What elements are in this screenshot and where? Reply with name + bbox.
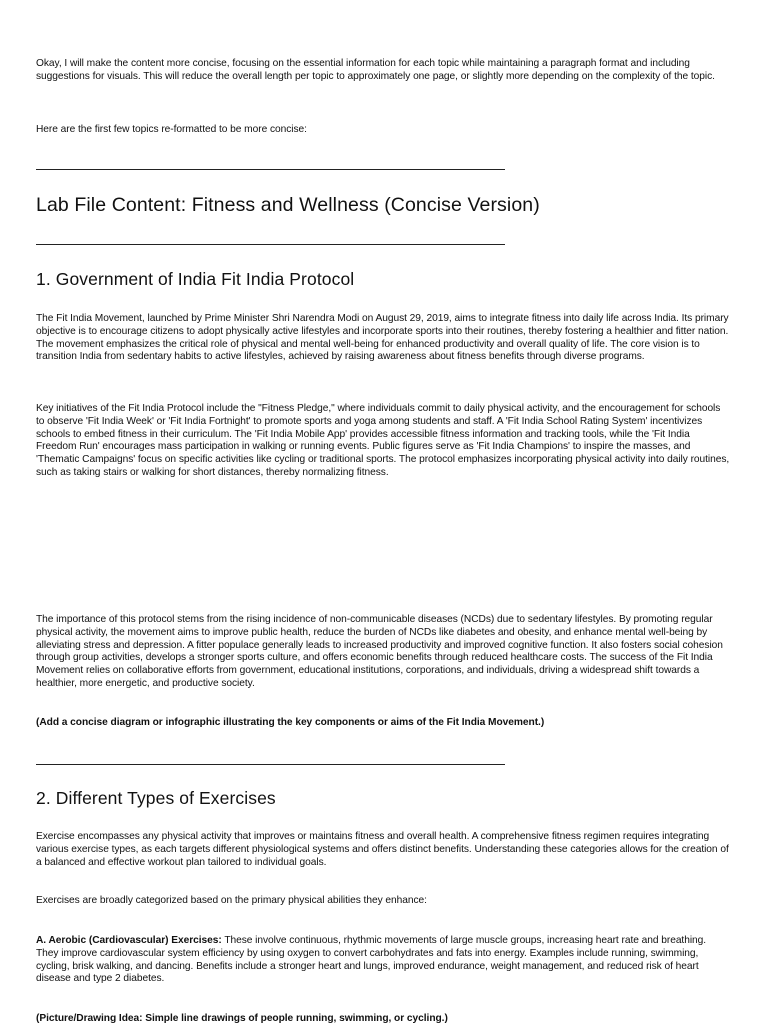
section-2-paragraph: Exercises are broadly categorized based on the primary physical abilities they enhance: bbox=[36, 895, 427, 906]
aerobic-paragraph bbox=[36, 935, 730, 986]
divider bbox=[36, 764, 505, 765]
section-2-paragraph: Exercise encompasses any physical activity that improves or maintains fitness and overall health. A comprehensive fitness regimen requires integrating various exercise types, as each targets different physiological systems and offers distinct benefits. Understanding these categories allows for the creation of a balanced and effective workout plan tailored to individual goals. bbox=[36, 831, 729, 868]
aerobic-label: A. Aerobic (Cardiovascular) Exercises: bbox=[36, 935, 222, 946]
document-title: Lab File Content: Fitness and Wellness (Concise Version) bbox=[36, 194, 540, 216]
divider bbox=[36, 244, 505, 245]
section-1-paragraph: Key initiatives of the Fit India Protocol include the "Fitness Pledge," where individuals commit to daily physical activity, and the encouragement for schools to observe 'Fit India Week' or 'Fit India Fortnight' to promote sports and yoga among students and staff. A 'Fit India School Rating System' incentivizes schools to embed fitness in their curriculum. The 'Fit India Mobile App' provides accessible fitness information and tracking tools, while the 'Fit India Freedom Run' encourages mass participation in walking or running events. Public figures serve as 'Fit India Champions' to inspire the masses, and 'Thematic Campaigns' focus on specific activities like cycling or traditional sports. The protocol emphasizes incorporating physical activity into daily routines, such as taking stairs or walking for short distances, thereby normalizing fitness. bbox=[36, 403, 730, 478]
aerobic-text: These involve continuous, rhythmic movements of large muscle groups, increasing heart rate and breathing. They improve cardiovascular system efficiency by using oxygen to convert carbohydrates and fats into energy. Examples include running, swimming, cycling, brisk walking, and dancing. Benefits include a stronger heart and lungs, improved endurance, weight management, and reduced risk of heart disease and type 2 diabetes. bbox=[36, 935, 707, 985]
picture-suggestion: (Picture/Drawing Idea: Simple line drawings of people running, swimming, or cycling.) bbox=[36, 1013, 448, 1024]
intro-paragraph: Okay, I will make the content more concise, focusing on the essential information for each topic while maintaining a paragraph format and including suggestions for visuals. This will reduce the overall length per topic to approximately one page, or slightly more depending on the complexity of the topic. bbox=[36, 58, 715, 82]
visual-suggestion: (Add a concise diagram or infographic illustrating the key components or aims of the Fit India Movement.) bbox=[36, 717, 545, 728]
divider bbox=[36, 169, 505, 170]
section-1-paragraph: The importance of this protocol stems from the rising incidence of non-communicable diseases (NCDs) due to sedentary lifestyles. By promoting regular physical activity, the movement aims to improve public health, reduce the burden of NCDs like diabetes and obesity, and enhance mental well-being by alleviating stress and depression. A fitter populace generally leads to increased productivity and improved cognitive function. It also fosters social cohesion through group activities, develops a stronger sports culture, and offers economic benefits through reduced healthcare costs. The success of the Fit India Movement relies on collaborative efforts from government, educational institutions, corporations, and individuals, driving a widespread shift towards a healthier, more energetic, and productive society. bbox=[36, 614, 723, 689]
section-1-paragraph: The Fit India Movement, launched by Prime Minister Shri Narendra Modi on August 29, 2019, aims to integrate fitness into daily life across India. Its primary objective is to encourage citizens to adopt physically active lifestyles and incorporate sports into their routines, thereby fostering a healthier and fitter nation. The movement emphasizes the critical role of physical and mental well-being for enhanced productivity and overall quality of life. The core vision is to transition India from sedentary habits to active lifestyles, achieved by raising awareness about fitness benefits through diverse programs. bbox=[36, 313, 729, 363]
intro-note: Here are the first few topics re-formatted to be more concise: bbox=[36, 124, 307, 135]
section-2-heading: 2. Different Types of Exercises bbox=[36, 788, 276, 808]
section-1-heading: 1. Government of India Fit India Protocol bbox=[36, 269, 355, 289]
